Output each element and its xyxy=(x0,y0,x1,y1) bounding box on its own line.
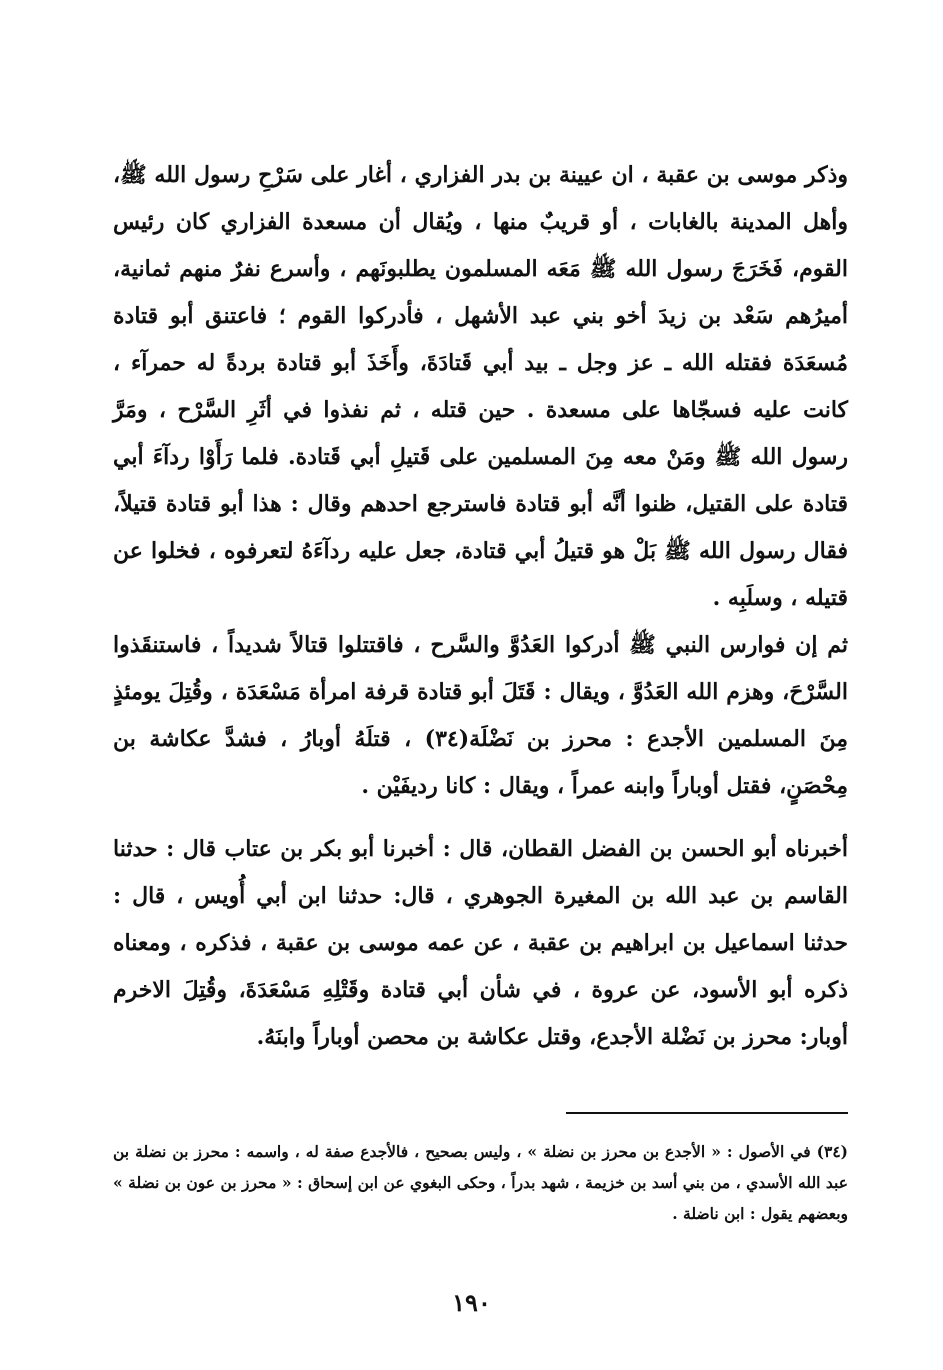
paragraph-raid-account: وذكر موسى بن عقبة ، ان عيينة بن بدر الفزاري ، أغار على سَرْحِ رسول الله ﷺ، وأهل المدينة بالغابات ، أو قريبٌ منها ، ويُقال أن مسعدة الفزاري كان رئيس القوم، فَخَرَجَ رسول الله ﷺ مَعَه المسلمون يطلبونَهم ، وأسرع نفرٌ منهم ثمانية، أميرُهم سَعْد بن زيدَ أخو بني عبد الأشهل ، فأدركوا القوم ؛ فاعتنق أبو قتادة مُسعَدَة فقتله الله ـ عز وجل ـ بيد أبي قَتادَةَ، وأَخَذَ أبو قتادة بردةً له حمرآء ، كانت عليه فسجّاها على مسعدة . حين قتله ، ثم نفذوا في أثَرِ السَّرْح ، ومَرَّ رسول الله ﷺ ومَنْ معه مِنَ المسلمين على قَتيلِ أبي قَتادة. فلما رَأَوْا ردآءَ أبي قتادة على القتيل، ظنوا أنَّه أبو قتادة فاسترجع احدهم وقال : هذا أبو قتادة قتيلاً، فقال رسول الله ﷺ بَلْ هو قتيلُ أبي قتادة، جعل عليه ردآءَهُ لتعرفوه ، فخلوا عن قتيله ، وسلَبِه . xyxy=(113,162,848,611)
page-number: ١٩٠ xyxy=(452,1288,491,1317)
footnote-divider xyxy=(566,1112,848,1114)
paragraph-battle-outcome: ثم إن فوارس النبي ﷺ أدركوا العَدُوَّ والسَّرح ، فاقتتلوا قتالاً شديداً ، فاستنقَذوا السَّرْحَ، وهزم الله العَدُوَّ ، ويقال : قَتَلَ أبو قتادة قرفة امرأة مَسْعَدَة ، وقُتِلَ يومئذٍ مِنَ المسلمين الأجدع : محرز بن نَضْلَة(٣٤) ، قتلَهُ أوبارُ ، فشدَّ عكاشة بن مِحْصَنٍ، فقتل أوباراً وابنه عمراً ، ويقال : كانا رديفَيْن . xyxy=(113,632,848,799)
footnote-34: (٣٤) في الأصول : « الأجدع بن محرز بن نضلة » ، وليس بصحيح ، فالأجدع صفة له ، واسمه : محرز بن نضلة بن عبد الله الأسدي ، من بني أسد بن خزيمة ، شهد بدراً ، وحكى البغوي عن ابن إسحاق : « محرز بن عون بن نضلة » وبعضهم يقول : ابن ناضلة . xyxy=(113,1142,848,1223)
paragraph-isnad-chain: أخبرناه أبو الحسن بن الفضل القطان، قال : أخبرنا أبو بكر بن عتاب قال : حدثنا القاسم بن عبد الله بن المغيرة الجوهري ، قال: حدثنا ابن أبي أُويس ، قال : حدثنا اسماعيل بن ابراهيم بن عقبة ، عن عمه موسى بن عقبة ، فذكره ، ومعناه ذكره أبو الأسود، عن عروة ، في شأن أبي قتادة وقَتْلِهِ مَسْعَدَةَ، وقُتِلَ الاخرم أوبار: محرز بن نَضْلة الأجدع، وقتل عكاشة بن محصن أوباراً وابنَهُ. xyxy=(113,836,848,1050)
